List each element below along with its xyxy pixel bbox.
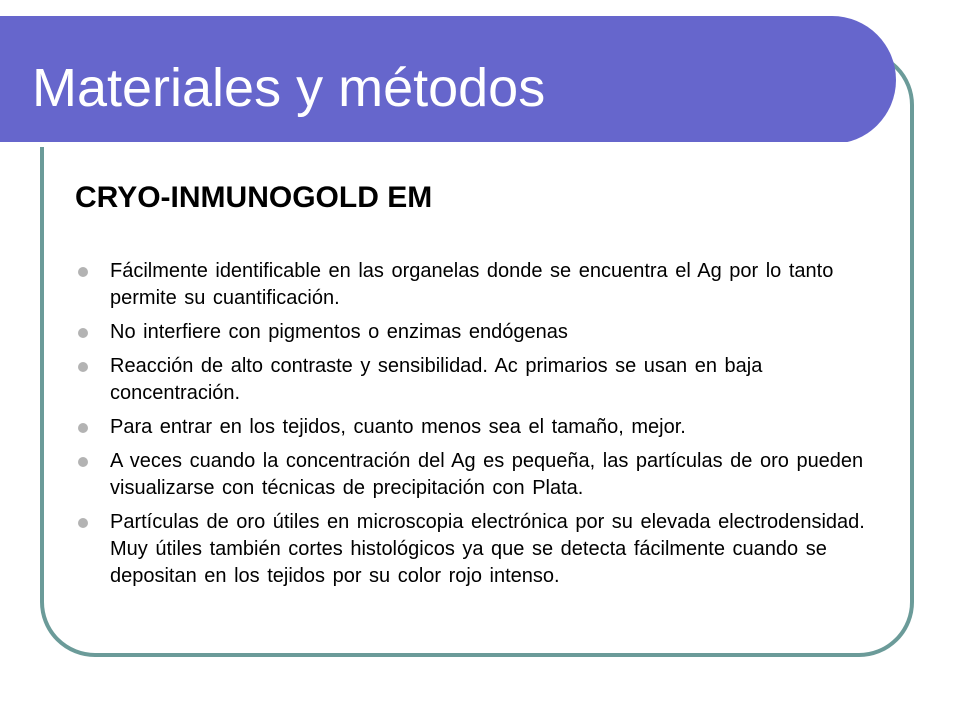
slide-title: Materiales y métodos — [32, 58, 546, 118]
bullet-item — [76, 448, 874, 502]
bullet-text: Partículas de oro útiles en microscopia electrónica por su elevada electrodensidad. Muy útiles también cortes histológicos ya que se detecta fácilmente cuando se depositan en los tejidos por su color rojo intenso. — [110, 511, 865, 587]
bullet-dot-icon — [78, 362, 88, 372]
title-bar — [0, 16, 896, 144]
bullet-dot-icon — [78, 457, 88, 467]
title-underline — [0, 142, 848, 147]
bullet-item — [76, 353, 874, 407]
bullet-text: Fácilmente identificable en las organelas donde se encuentra el Ag por lo tanto permite su cuantificación. — [110, 260, 834, 309]
bullet-item — [76, 509, 874, 590]
bullet-text: Para entrar en los tejidos, cuanto menos sea el tamaño, mejor. — [110, 416, 686, 438]
bullet-dot-icon — [78, 518, 88, 528]
bullet-item — [76, 414, 874, 441]
bullet-dot-icon — [78, 423, 88, 433]
bullet-dot-icon — [78, 267, 88, 277]
bullet-item — [76, 319, 874, 346]
slide-subtitle: CRYO-INMUNOGOLD EM — [75, 181, 433, 214]
bullet-list — [76, 258, 874, 597]
bullet-dot-icon — [78, 328, 88, 338]
bullet-text: Reacción de alto contraste y sensibilidad. Ac primarios se usan en baja concentración. — [110, 355, 763, 404]
bullet-text: No interfiere con pigmentos o enzimas endógenas — [110, 321, 568, 343]
bullet-item — [76, 258, 874, 312]
bullet-text: A veces cuando la concentración del Ag es pequeña, las partículas de oro pueden visualizarse con técnicas de precipitación con Plata. — [110, 450, 864, 499]
